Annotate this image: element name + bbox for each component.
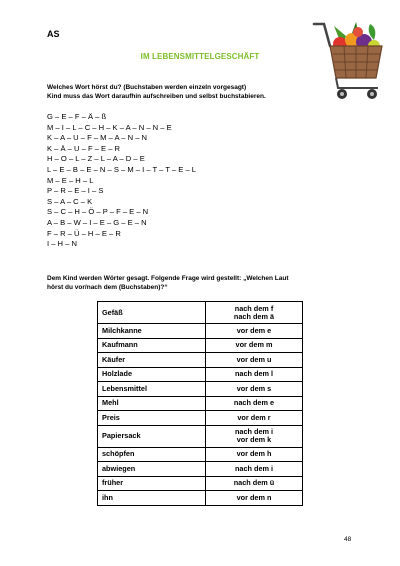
- table-answer-cell: nach dem ü: [206, 476, 303, 491]
- table-row: [98, 396, 303, 411]
- table-row: [98, 425, 303, 447]
- table-row: [98, 302, 303, 324]
- table-row: [98, 382, 303, 397]
- task1-line2: Kind muss das Wort daraufhin aufschreiben und selbst buchstabieren.: [47, 93, 266, 100]
- table-word-cell: Mehl: [98, 396, 206, 411]
- task2-instructions: [47, 274, 367, 292]
- table-row: [98, 447, 303, 462]
- table-word-cell: abwiegen: [98, 462, 206, 477]
- table-answer-cell: vor dem u: [206, 353, 303, 368]
- worksheet-code: AS: [47, 29, 60, 39]
- table-answer-cell: [206, 425, 303, 447]
- table-answer-cell: vor dem m: [206, 338, 303, 353]
- spelled-word-list: [47, 112, 196, 250]
- sound-position-table: [97, 301, 303, 506]
- spelled-word: I – H – N: [47, 239, 77, 249]
- spelled-word: K – A – U – F – M – A – N – N: [47, 133, 148, 143]
- page-number: 48: [344, 536, 352, 543]
- answer-line: nach dem i: [234, 427, 274, 436]
- answer-line: vor dem k: [236, 435, 272, 444]
- table-word-cell: Milchkanne: [98, 324, 206, 339]
- answer-line: nach dem ä: [233, 311, 275, 321]
- table-word-cell: Papiersack: [98, 425, 206, 447]
- spelled-word: H – O – L – Z – L – A – D – E: [47, 154, 145, 164]
- table-row: [98, 353, 303, 368]
- spelled-word: A – B – W – I – E – G – E – N: [47, 217, 147, 227]
- table-answer-cell: vor dem e: [206, 324, 303, 339]
- spelled-word: F – R – Ü – H – E – R: [47, 228, 121, 238]
- table-row: [98, 367, 303, 382]
- table-word-cell: Gefäß: [98, 302, 206, 324]
- table-row: [98, 338, 303, 353]
- table-answer-cell: nach dem e: [206, 396, 303, 411]
- spelled-word: P – R – E – I – S: [47, 186, 104, 196]
- spelled-word: S – A – C – K: [47, 196, 93, 206]
- spelled-word: S – C – H – Ö – P – F – E – N: [47, 207, 149, 217]
- table-answer-cell: vor dem r: [206, 411, 303, 426]
- table-word-cell: früher: [98, 476, 206, 491]
- task2-line2: hörst du vor/nach dem (Buchstaben)?“: [47, 284, 168, 291]
- spelled-word: G – E – F – Ä – ß: [47, 112, 107, 121]
- table-row: [98, 411, 303, 426]
- table-answer-cell: vor dem n: [206, 491, 303, 506]
- table-word-cell: Preis: [98, 411, 206, 426]
- table-word-cell: Käufer: [98, 353, 206, 368]
- spelled-word: L – E – B – E – N – S – M – I – T – T – E – L: [47, 164, 197, 174]
- table-answer-cell: nach dem i: [206, 462, 303, 477]
- table-word-cell: Kaufmann: [98, 338, 206, 353]
- table-answer-cell: vor dem s: [206, 382, 303, 397]
- table-word-cell: ihn: [98, 491, 206, 506]
- spelled-word: K – Ä – U – F – E – R: [47, 143, 121, 153]
- table-row: [98, 476, 303, 491]
- spelled-word: M – E – H – L: [47, 175, 94, 185]
- table-word-cell: Holzlade: [98, 367, 206, 382]
- table-answer-cell: nach dem l: [206, 367, 303, 382]
- worksheet-title: IM LEBENSMITTELGESCHÄFT: [140, 52, 260, 61]
- task2-line1: Dem Kind werden Wörter gesagt. Folgende Frage wird gestellt: „Welchen Laut: [47, 275, 289, 282]
- task1-instructions: [47, 83, 347, 101]
- table-word-cell: schöpfen: [98, 447, 206, 462]
- table-row: [98, 491, 303, 506]
- table-row: [98, 324, 303, 339]
- task1-line1: Welches Wort hörst du? (Buchstaben werden einzeln vorgesagt): [47, 84, 247, 91]
- table-answer-cell: vor dem h: [206, 447, 303, 462]
- spelled-word: M – I – L – C – H – K – A – N – N – E: [47, 122, 172, 132]
- table-answer-cell: [206, 302, 303, 324]
- table-row: [98, 462, 303, 477]
- answer-line: nach dem f: [234, 303, 274, 313]
- table-word-cell: Lebensmittel: [98, 382, 206, 397]
